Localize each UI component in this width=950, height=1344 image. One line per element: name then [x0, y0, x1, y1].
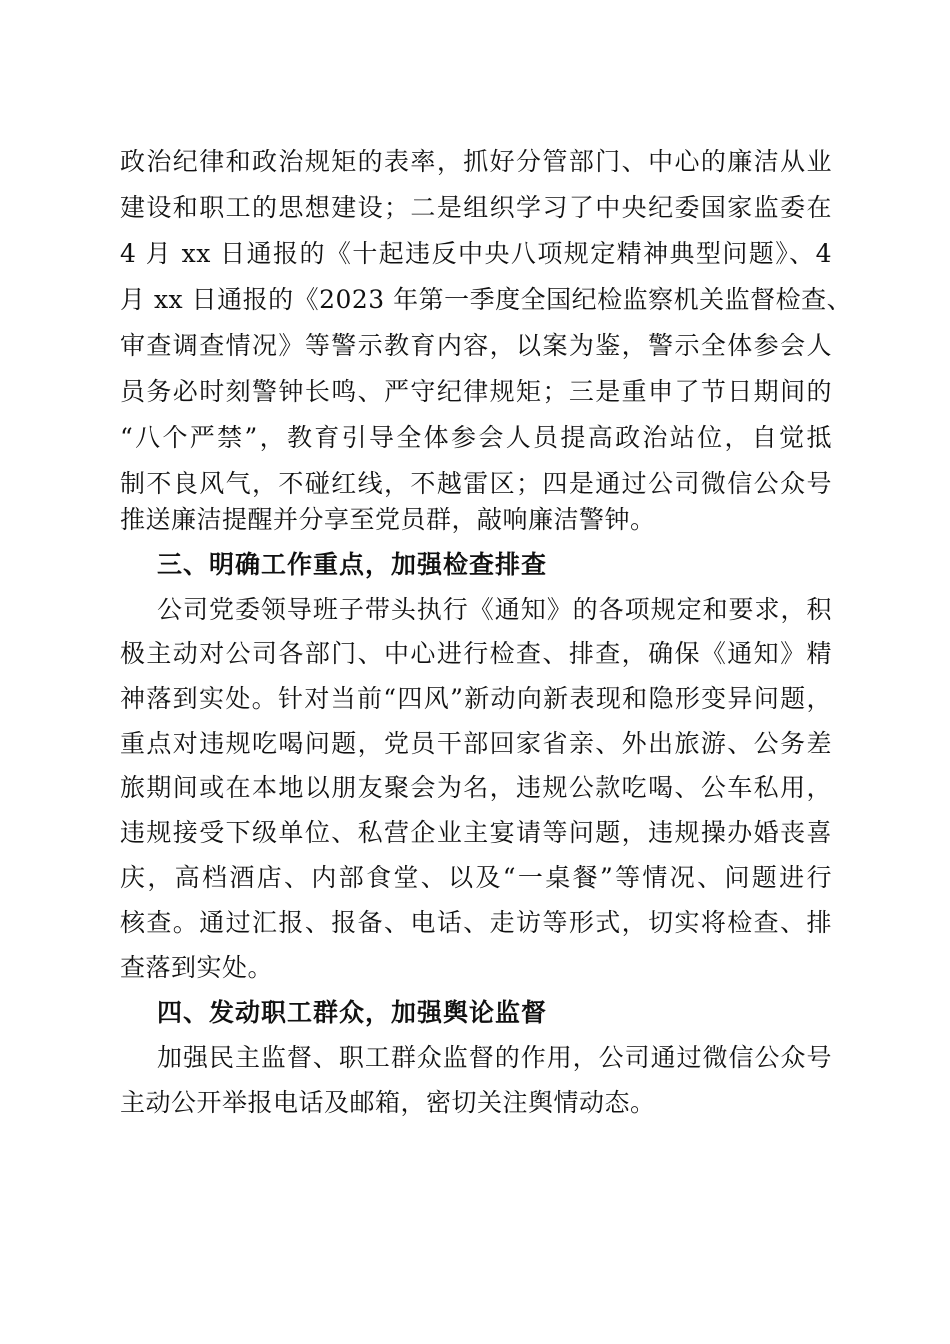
paragraph-3-line-2: 主动公开举报电话及邮箱，密切关注舆情动态。	[120, 1088, 656, 1117]
section-heading-3: 三、明确工作重点，加强检查排查	[157, 550, 548, 579]
paragraph-2-line-5: 旅期间或在本地以朋友聚会为名，违规公款吃喝、公车私用，	[120, 773, 832, 802]
paragraph-2-line-3: 神落到实处。针对当前“四风”新动向新表现和隐形变异问题，	[120, 684, 832, 713]
paragraph-2-line-2: 极主动对公司各部门、中心进行检查、排查，确保《通知》精	[120, 639, 832, 668]
paragraph-1-line-3: 4 月 xx 日通报的《十起违反中央八项规定精神典型问题》、4	[120, 239, 832, 268]
paragraph-2-line-9: 查落到实处。	[120, 953, 274, 982]
section-heading-4: 四、发动职工群众，加强舆论监督	[157, 998, 548, 1027]
paragraph-2-line-4: 重点对违规吃喝问题，党员干部回家省亲、外出旅游、公务差	[120, 729, 832, 758]
paragraph-2-line-1: 公司党委领导班子带头执行《通知》的各项规定和要求，积	[157, 595, 832, 624]
paragraph-2-line-7: 庆，高档酒店、内部食堂、以及“一桌餐”等情况、问题进行	[120, 863, 832, 892]
paragraph-2-line-8: 核查。通过汇报、报备、电话、走访等形式，切实将检查、排	[120, 908, 832, 937]
paragraph-1-line-6: 员务必时刻警钟长鸣、严守纪律规矩；三是重申了节日期间的	[120, 377, 832, 406]
paragraph-2-line-6: 违规接受下级单位、私营企业主宴请等问题，违规操办婚丧喜	[120, 818, 832, 847]
paragraph-1-line-2: 建设和职工的思想建设；二是组织学习了中央纪委国家监委在	[120, 193, 832, 222]
paragraph-1-line-9: 推送廉洁提醒并分享至党员群，敲响廉洁警钟。	[120, 505, 656, 534]
paragraph-1-line-5: 审查调查情况》等警示教育内容，以案为鉴，警示全体参会人	[120, 331, 832, 360]
paragraph-1-line-8: 制不良风气，不碰红线，不越雷区；四是通过公司微信公众号	[120, 469, 832, 498]
paragraph-1-line-7: “八个严禁”，教育引导全体参会人员提高政治站位，自觉抵	[120, 423, 832, 452]
paragraph-3-line-1: 加强民主监督、职工群众监督的作用，公司通过微信公众号	[157, 1043, 832, 1072]
paragraph-1-line-1: 政治纪律和政治规矩的表率，抓好分管部门、中心的廉洁从业	[120, 147, 832, 176]
paragraph-1-line-4: 月 xx 日通报的《2023 年第一季度全国纪检监察机关监督检查、	[120, 285, 853, 314]
